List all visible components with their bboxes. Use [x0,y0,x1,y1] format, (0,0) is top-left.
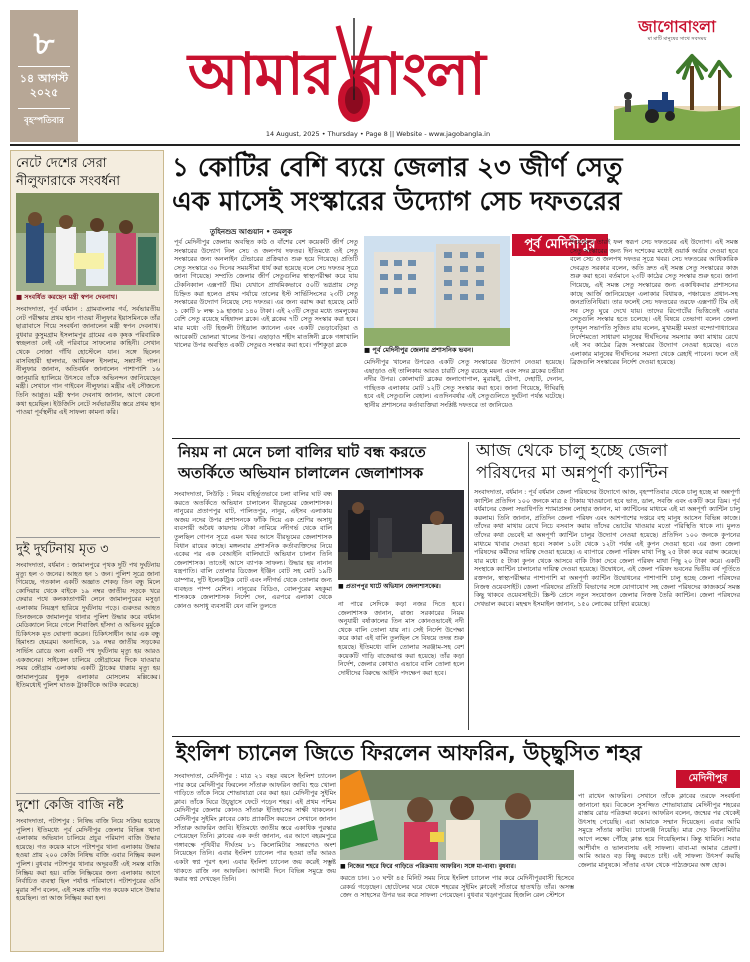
midleft-col2: না পারে সেদিকে কড়া নজর দিতে হবে। জেলাশাসক জানান, রাজ্য সরকারের নিয়ম অনুযায়ী বর্ষাকালের তিন মাস কোনওভাবেই নদী থেকে বালি তোলা যায় না। সেই নির্দেশ উপেক্ষা করে কারা এই বালি তুলছিল সে বিষয়ে তদন্ত শুরু হয়েছে। ইতিমধ্যে বালি তোলার সরঞ্জাম-সহ বেশ কয়েকটি গাড়ি বাজেয়াপ্ত করা হয়েছে। তাঁর কড়া নির্দেশ, জেলার কোথাও এভাবে বালি তোলা হলে দোষীদের বিরুদ্ধে আইনি পদক্ষেপ করা হবে। [338,600,464,677]
page-number: ৮ [33,24,55,62]
brand-block [614,10,740,142]
lead-col3: দিয়েছেন। তারই ফল স্বরূপ সেচ দফতরের এই উদ্যোগ। এই সমস্ত সেতু সংস্কারের জন্য দিন দশেকের মধ্যেই ওয়ার্ক অর্ডার দেওয়া হবে বলে সেচ ও জলপথ দফতর সূত্রে খবর। সেচ দফতরের আধিকারিক দেবব্রত সরকার বলেন, অতি দ্রুত এই সমস্ত সেতু সংস্কারের কাজ শুরু করা হবে। বর্তমানে ২৩টি কাঠের সেতু সংস্কার শুরু হবে। জানা গিয়েছে, এই সমস্ত সেতু সংস্কারের জন্য একাধিকবার প্রশাসনের কাছে আর্জি জানিয়েছেন এলাকার বিধায়ক, পঞ্চায়েত প্রধান-সহ জনপ্রতিনিধিরা। তার ফলেই সেচ দফতরের তরফে এক্সপার্ট টিম ওই সব সেতু ঘুরে দেখে যায়। তাদের রিপোর্টের ভিত্তিতেই এবার সেতুগুলি সংস্কার হতে চলেছে। এই বিষয়ে তেভাগা বলেন জেলা তৃণমূল সভাপতি সুজিত রায় বলেন, মুখ্যমন্ত্রী মমতা বন্দ্যোপাধ্যায়ের নির্দেশমতো সাধারণ মানুষের দীর্ঘদিনের সমস্যার কথা মাথায় রেখে এই সব কাঠের ব্রিজ সংস্কারের উদ্যোগ নেওয়া হয়েছে। এতে এলাকার মানুষের দীর্ঘদিনের সমস্যা থেকে রেহাই পাবেন। ফলে ওই ব্রিজগুলি সংস্কারের নির্দেশ দেওয়া হয়েছে। [570,238,738,367]
bottom-caption: ■ নিজের শহরে ফিরে গাড়িতে পরিক্রমায় আফরিন। সঙ্গে মা-বাবা। বুধবার। [340,863,516,870]
midleft-headline-1: নিয়ম না মেনে চলা বালির ঘাট বন্ধ করতে [178,443,426,461]
midright-body: সংবাদদাতা, বর্ধমান : পূর্ব বর্ধমান জেলা পরিষদের উদ্যোগে আজ, বৃহস্পতিবার থেকে চালু হচ্ছে মা অন্নপূর্ণা ক্যান্টিন প্রতিদিন ১০০ জনকে মাত্র ৫ টাকায় খাওয়ানো হবে ভাত, ডাল, সবজি এবং একটি করে ডিম। পূর্ব বর্ধমানের জেলা সভাধিপতি শ্যামাপ্রসন্ন লোহার জানান, মা ক্যান্টিনের মাধ্যমে এই মা অন্নপূর্ণা ক্যান্টিন চালু করলাম। তিনি জানান, প্রতিদিন জেলা পরিষদ এবং আশপাশের দপ্তরে বহু মানুষ আসেন বিভিন্ন কাজে। তাঁদের কথা মাথায় রেখে নিচে বসবাস করায় তাঁদের ভোটের খাওয়ার মতো পরিস্থিতি থাকে না। মুলত তাঁদের কথা ভেবেই মা অন্নপূর্ণা ক্যান্টিন চালুর উদ্যোগ নেওয়া হয়েছে। প্রতিদিন ১০০ জনকে কুপনের মাধ্যমে খাবার দেওয়া হবে। সকাল ১০টা থেকে ১২টা পর্যন্ত এই কুপন দেওয়া হবে। এর জন্য জেলা পরিষদের কর্মীদের দায়িত্ব দেওয়া হয়েছে। এ ব্যাপারে জেলা পরিষদ মাথা পিছু ২৫ টাকা করে বরাদ্দ করেছে। যার মধ্যে ৫ টাকা কুপন থেকে আসবে বাকি টাকা দেবে জেলা পরিষদ মাথা পিছু ২০ টাকা করে। একটি সংস্থাকে ক্যান্টিন চালানোর দায়িত্ব দেওয়া হয়েছে। উদ্বোধনে, এই জেলা পরিষদ ভবনের দ্বিতীয় বর্ষ পূর্তিতে রক্তদান, স্বাস্থ্যপরীক্ষার পাশাপাশি মা অন্নপূর্ণা ক্যান্টিন উদ্বোধনের পাশাপাশি চালু হচ্ছে জেলা পরিষদের নিজস্ব ওয়েবসাইট। জেলা পরিষদের প্রতিটি বিভাগের সঙ্গে যোগাযোগ সহ জেলা পরিষদের কাজকর্মে সমস্ত কিছু থাকবে ওয়েবসাইটে। স্ক্রিপ্ট প্রেসে নতুন সংযোজন জেলার নিজস্ব তৈরি ক্যান্টিন। জেলা পরিষদের দেখভাল করবে। মহম্মদ ইসমাইল জানান, ১৫০ লোকের চাহিদা রয়েছে। [474,488,740,608]
story1-headline-2: নীলুফারাকে সংবর্ধনা [16,174,121,189]
issue-day: বৃহস্পতিবার [24,116,64,126]
dateline: 14 August, 2025 • Thursday • Page 8 || Website - www.jagobangla.in [265,130,491,138]
lead-headline-1: ১ কোটির বেশি ব্যয়ে জেলার ২৩ জীর্ণ সেতু [172,153,623,183]
story1-photo [16,193,159,291]
bottom-col2: করতে চান। ১৩ ঘণ্টা ৪৫ মিনিট সময় নিয়ে ইংলিশ চ্যানেল পার করে মেদিনীপুরবাসী হিসেবে রেকর্ড গড়েছেন। হোটেলের ঘরে থেকে শহরের সুইমিং ক্লাবেই সাঁতারে হাতখড়ি তাঁর। অসম্ভ জেদ ও সাহসের উপর ভর করে সাফল্য পেয়েছেন। বুধবার খড়্গপুরের হিজলি রেল স্টেশনে [340,874,574,900]
lead-headline-2: এক মাসেই সংস্কারের উদ্যোগ সেচ দফতরের [172,187,622,217]
bottom-district-label: মেদিনীপুর [676,770,740,788]
bottom-col1: সংবাদদাতা, মেদিনীপুর : মাত্র ২১ বছর বয়সে ইংলিশ চ্যানেল পার করে মেদিনীপুর ফিরলেন সাঁতারু আফরিন জাবি। হুড খোলা গাড়িতে তাঁকে নিয়ে শোভাযাত্রা বের করা হয়। মেদিনীপুর সুইমিং ক্লাব। তাঁকে ঘিরে উচ্ছ্বাসে ফেটে পড়েন শহর। এই প্রথম পশ্চিম মেদিনীপুর জেলার কোনও সাঁতারু ইতিহাসের সাক্ষী থাকলেন। মেদিনীপুর সুইমিং ক্লাবের কোচ প্র্যাকটিস করতেন সেখানে জানান সাঁতারু আফরিন জাবি। ইতিমধ্যে জাতীয় স্তরে একাধিক পুরস্কার পেয়েছেন তিনি। ক্লাবের এক কর্তা জানান, এর আগে বহরমপুরে গঙ্গাবক্ষে পৃথিবীর দীর্ঘতম ৮১ কিলোমিটার সন্তরণেও অংশ নিয়েছেন তিনি। এবার ইংলিশ চ্যানেল পার হওয়া তাঁর আরও একটা স্বপ্ন পূরণ হল। এবার ইংলিশ চ্যানেল জয় করেই সম্ভুষ্ট থাকতে রাজি নন আফরিন। আগামী দিনে বিভিন্ন সমুদ্রে জয় করার স্বপ্ন দেখছেন তিনি। [174,772,336,884]
midleft-col1: সংবাদদাতা, সিউড়ি : নিয়ম বহির্ভূতভাবে চলা বালির ঘাট বন্ধ করতে অতর্কিতে অভিযান চালালেন বীরভূমের জেলাশাসক। নানুরের প্রতাপপুর ঘাট, পালিতপুর, নানুর, এইসব এলাকায় অজয় নদের উপর প্রশাসনকে ফাঁকি দিয়ে এক শ্রেণির অসাধু ব্যবসায়ী অবৈধ কায়দায় নৌকা নামিয়ে নদীগর্ভ থেকে বালি তুলছিল গোপন সূত্রে এমন খবর আসে বীরভূমের জেলাশাসক বিধান রায়ের কাছে। মঙ্গলবার প্রশাসনিক কর্তাব্যক্তিদের নিয়ে একের পর এক বেআইনি বালিঘাটে অভিযান চালান তিনি জেলাশাসক। তাতেই আসে ব্যাপক সাফল্য। উদ্ধার হয় নানান যন্ত্রপাতি। বালি তোলার ডিজেল ইঞ্জিন বোট সহ মোট ১৯টি ডাম্পার, দুটি ইলেকট্রিক বোট এবং নদীগর্ভ থেকে তোলার জন্য ব্যবহৃত পাম্প মেশিন। নানুরের বিডিও, বোলপুরের মহকুমা শাসককে জেলাশাসক নির্দেশ দেন, এরপরে এলাকা থেকে কোনও অসাধু ব্যবসায়ী যেন বালি তুলতে [174,490,332,610]
left-column [10,150,164,952]
lead-byline: তুহিনশুভ্র আগুয়ান • তমলুক [210,228,293,236]
lead-district-label: পূর্ব মেদিনীপুর [512,234,608,256]
brand-tagline: মা মাটি মানুষের সাথে সবসময় [647,36,707,42]
bottom-headline: ইংলিশ চ্যানেল জিতে ফিরলেন আফরিন, উচ্ছ্বসিত শহর [176,741,642,765]
midleft-photo [338,490,464,580]
midright-headline-1: আজ থেকে চালু হচ্ছে জেলা [476,441,668,461]
story2-body: সংবাদদাতা, বর্ধমান : জামালপুরে পৃথক দুটি পথ দুর্ঘটনায় মৃত্যু হল ৩ জনের। আহত হন ১ জন। পুলিশ সূত্রে জানা গিয়েছে, গতকাল একটি অজ্ঞাত শেকড় তিন বন্ধু মিলে কোদিয়ায় থেকে বাইকে ১৯ নম্বর জাতীয় সড়কে খরে ফেরার পথে কলকাতাগামী লেনে জামালপুরের মসুড়া এলাকায় নিয়ন্ত্রণ হারিয়ে দুর্ঘটনায় পড়ে। গুরুতর আহত তিনজনকে জামালপুর থানার পুলিশ উদ্ধার করে বর্ধমান মেডিক্যালে নিয়ে গেলে শিবাজিৎ হাঁসদা ও অভিনব মুর্মুকে চিকিৎসক মৃত ঘোষণা করেন। চিকিৎসাধীন আর এক বন্ধু হিমাংশু হেমব্রম। অন্যদিকে, ১৯ নম্বর জাতীয় সড়কের সার্ভিস রোডে অন্য একটি পথ দুর্ঘটনায় মৃত্যু হয় আরও একজনের। সাইকেল চালিয়ে জৌগ্রামের দিকে যাওয়ার সময় জৌগ্রাম এলাকায় একটি ট্রাকের ধাক্কায় মৃত্যু হয় জামালপুরের ধুলুক এলাকার মোসলেম মল্লিকের। ইতিমধ্যেই পুলিশ ঘাতক ট্রাকটিকে আটক করেছে। [16,561,160,690]
story3-headline: দুশো কেজি বাজি নষ্ট [16,798,124,813]
bottom-photo [340,770,574,860]
lead-col1: পূর্ব মেদিনীপুর জেলায় অবস্থিত কাঠ ও বাঁশের বেশ কয়েকটি জীর্ণ সেতু সংস্কারের উদ্যোগ নিল সেচ ও জলপথ দফতর। ইতিমধ্যে ওই সেতু সংস্কারের জন্য অনলাইন টেন্ডারের প্রক্রিয়াও শুরু হয়ে গিয়েছে। প্রতিটি সেতু সংস্কারে ৩০ দিনের সময়সীমা ধার্য করা হয়েছে বলে সেচ দফতর সূত্রে জানা গিয়েছে। সম্প্রতি জেলার জীর্ণ সেতুগুলির স্বাস্থ্যপরীক্ষা করে যায় টেকনিক্যাল এক্সপার্ট টিম। যেখানে প্রাথমিকভাবে ৫০টি ভগ্নপ্রায় সেতু চিহ্নিত করা হলেও প্রথম পর্যায়ে তালের ইস্ট সার্ভিসিংসের ২৩টি সেতু সংস্কারের উদ্যোগ নিয়েছে সেচ দফতর। এর জন্য বরাদ্দ করা হয়েছে মোট ১ কোটি ৮ লক্ষ ১৯ হাজার ১৪০ টাকা। এই ২৩টি সেতুর মধ্যে তমলুকের বেশি সেতু রয়েছে মহিষাদল ব্লকে। এই ব্লকের ৭টি সেতু সংস্কার করা হবে। মার মধ্যে ৩টি হিজলী টাইডাল ক্যানেল এবং একটি ভেড়াবেড়িয়া ও আরেকটি ভোলরা খালের উপর। এছাড়াও শহীদ মাতঙ্গিনী ব্লকে গঙ্গাখালি খালের উপর অবস্থিত একটি সেতুর‌ও সংস্কার করা হবে। পাঁশকুড়া ব্লকে [174,238,358,350]
story2-headline: দুই দুর্ঘটনায় মৃত ৩ [16,542,109,557]
masthead-title [188,20,558,130]
lead-photo [364,236,510,346]
farmer-illustration-icon [614,48,740,140]
midright-headline-2: পরিষদের মা অন্নপূর্ণা ক্যান্টিন [476,463,669,483]
story1-caption: ■ সংবর্ধিত করছেন মন্ত্রী স্বপন দেবনাথ। [16,293,118,301]
midleft-caption: ■ প্রতাপপুর ঘাটে অভিযান জেলাশাসকের। [338,583,441,590]
story3-body: সংবাদদাতা, পটাশপুর : নিষিদ্ধ বাজি নিয়ে সক্রিয় হয়েছে পুলিশ। ইতিমধ্যে পূর্ব মেদিনীপুর জেলার বিভিন্ন থানা এলাকায় অভিযান চালিয়ে প্রচুর পরিমাণ বাজি উদ্ধার হয়েছে। গত কয়েক মাসে পটাশপুর থানা এলাকায় উদ্ধার হওয়া প্রায় ২০০ কেজি নিষিদ্ধ বাজি এবার নিষ্ক্রিয় করল পুলিশ। বুধবার পটাশপুর থানার অদূরবর্তী এই সমস্ত বাজি নিষ্ক্রিয় করা হয়। বাজি নিষ্ক্রিয়ের জন্য এলাকায় আগে নির্বাচিত ব্যবস্থা ছিল পর্যাপ্ত পরিমাণে। পটাশপুরের ওসি মুরার সাঁপ বলেন, এই সমস্ত বাজি গত কয়েক মাসে উদ্ধার হয়েছিল। তা আজ নিষ্ক্রিয় করা হল। [16,817,160,903]
issue-date: ১৪ আগস্ট ২০২৫ [19,72,69,99]
lead-photo-caption: ■ পূর্ব মেদিনীপুর জেলার প্রশাসনিক ভবন। [364,346,474,354]
midleft-headline-2: অতর্কিতে অভিযান চালালেন জেলাশাসক [178,464,424,482]
story1-headline-1: নেটে দেশের সেরা [16,156,107,171]
bottom-col3: পা রাখেন আফরিন। সেখানে তাঁকে ক্লাবের তরফে সংবর্ধনা জানানো হয়। বিকেলে সুসজ্জিত শোভাযাত্রায় মেদিনীপুর শহরের রাস্তায় রোড পরিক্রমা করেন। আফরিন বলেন, জন্মের পর থেকেই উৎসাহ পেয়েছি। এরা আমাকে সম্মান দিয়েছেন। এবার আমি সমুদ্রে সাঁতার কাটব। চ্যালেঞ্জ নিয়েছি। মাত্র দেড় কিলোমিটার আগে লক্ষ্যে পৌঁছে ক্লান্ত হয়ে গিয়েছিলাম। কিন্তু থামিনি। সবার আশীর্বাদ ও ভালবাসায় এই সাফল্য। বাবা-মা আমার প্রেরণা। আমি আরও বড় কিছু করতে চাই। এই সাফল্য উৎসর্গ করছি জেলার মানুষকে। সাঁতার এখন থেকে পাঠ্যক্রমের অঙ্গ হোক। [578,792,740,869]
lead-col2: মেদিনীপুর খালের উপরেও একটি সেতু সংস্কারের উদ্যোগ নেওয়া হয়েছে। এছাড়াও ওই তালিকায় আরও চারটি সেতু রয়েছে ময়না এবং সদর ব্লকের চন্ডীয়া নদীর উপর। কোলাঘাট ব্লকের জলাগোপাল, মুরারই, টোপা, দেহাটি, দেনান, গাছিতক এলাকায় মোট ১২টি সেতু সংস্কার করা হবে। জানা গিয়েছে, দীঘিরহি হবে এই সেতুগুলি বেহাল। এতদিনবর্ষার এই সেতুগুলিতে দুর্ঘটনা পর্যন্ত ঘটেছে। স্থানীয় প্রশাসনের কর্তাব্যক্তিরা সংশ্লিষ্ট দফতরে তা জানিয়েও [364,358,564,409]
story1-body: সংবাদদাতা, পূর্ব বর্ধমান : গ্রামবাংলার গর্ব, সর্বভারতীয় নেট পরীক্ষায় প্রথম স্থান পাওয়া নীলুফার ইয়াসমিনকে তাঁর ছাত্রাবাসে গিয়ে সংবর্ধনা জানালেন মন্ত্রী স্বপন দেবনাথ। বুধবার কুসুমগ্রাম ইসলামপুর গ্রামের এক কৃষক পরিবারিক স্বচ্ছলতা নেই এই পরিবারে সাফল্যের কাহিনী। সেখান থেকে সোজা গাঁথি হোস্টেলে যান। সঙ্গে ছিলেন রাসবিহারী হালদার, আমিরুল ইসলাম, সন্ন্যাসী পাল। নীলুফার জানান, অতিবর্ধন জানালেন পাশাপাশি ১৬ জানুয়ারি হ্যালিয়ে উৎসবে তাঁকে অভিনন্দন জানিয়েছেন মন্ত্রী। সেখানে গান গাইবেন নীলুফার। মন্ত্রীর এই সৌজন্যে তিনি আপ্লুত। মন্ত্রী স্বপন দেবনাথ জানান, আগে কেনো কথা হয়েছিল। ইউজিসি নেটে সর্বভারতীয় স্তরে প্রথম স্থান পাওয়া পূর্বস্থলীর এই সাফল্য কামনা করি। [16,305,160,417]
masthead-title-text: আমার বাংলা [188,40,485,108]
page-number-box [10,10,78,142]
brand-name: জাগোবাংলা [638,17,716,36]
